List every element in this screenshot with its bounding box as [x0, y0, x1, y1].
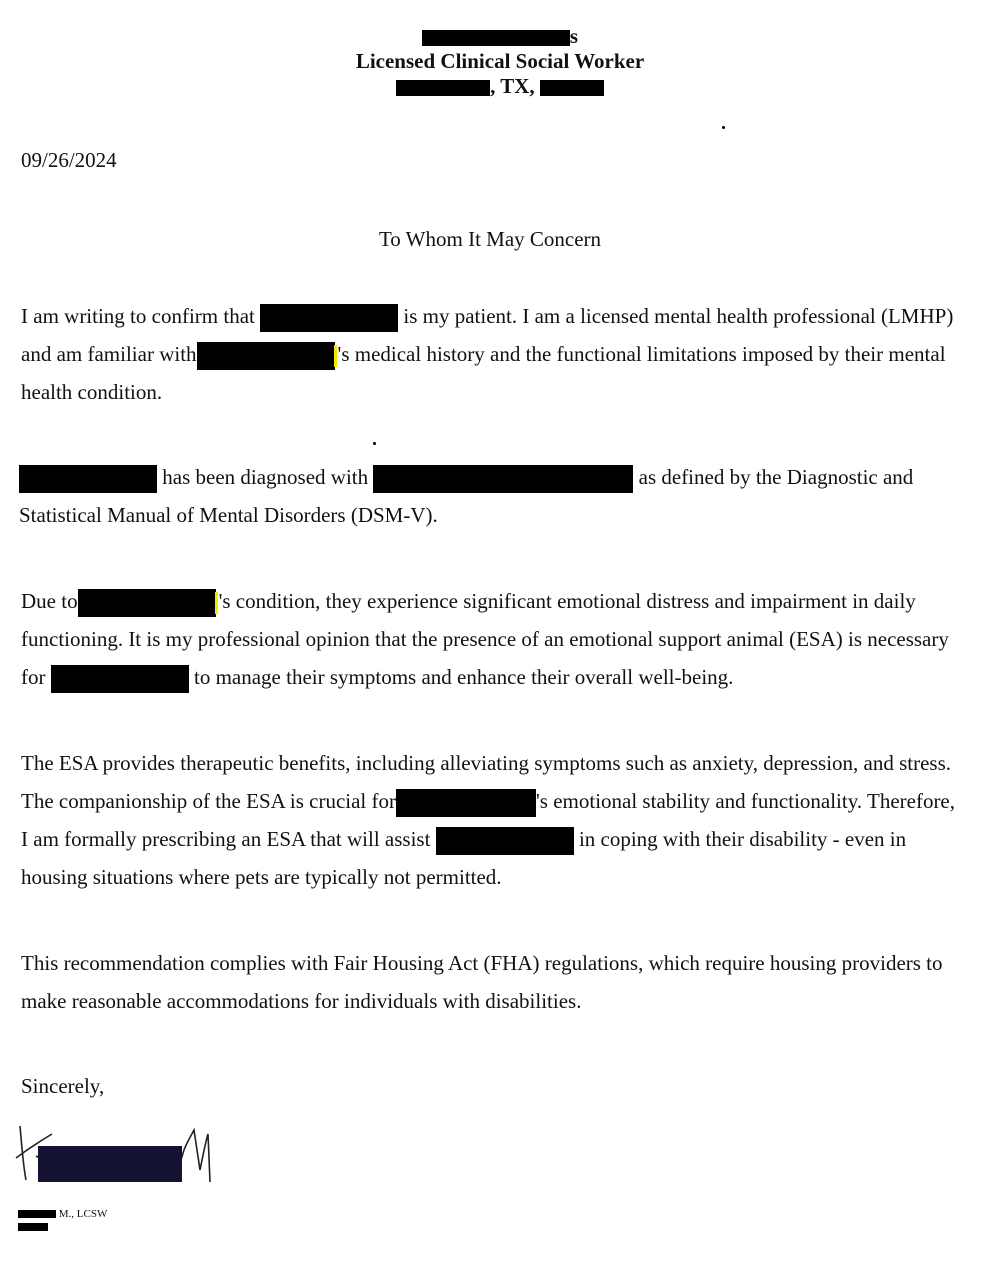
redacted-patient-name	[19, 465, 157, 493]
redacted-signer-line	[18, 1223, 48, 1231]
closing: Sincerely,	[21, 1074, 105, 1098]
paragraph-diagnosis: has been diagnosed with as defined by the Diagnostic and Statistical Manual of Mental Disorders (DSM-V).	[19, 465, 914, 527]
highlight-mark	[215, 592, 218, 614]
practitioner-title: Licensed Clinical Social Worker	[355, 49, 645, 73]
stray-mark	[373, 442, 376, 445]
redacted-signer-name	[18, 1210, 56, 1218]
redacted-patient-name	[436, 827, 574, 855]
highlight-mark	[334, 345, 337, 367]
signature-redaction	[38, 1146, 182, 1182]
paragraph-condition: Due to 's condition, they experience significant emotional distress and impairment in daily functioning. It is my professional opinion that the presence of an emotional support animal (ESA) is necessary for to manage their symptoms and enhance their overall well-being.	[21, 582, 961, 696]
letterhead	[0, 24, 1000, 99]
redacted-city	[396, 80, 490, 96]
stray-mark	[722, 126, 725, 129]
letter-date: 09/26/2024	[21, 148, 117, 172]
redacted-diagnosis	[373, 465, 633, 493]
redacted-zip	[540, 80, 604, 96]
practitioner-address: , TX,	[0, 74, 1000, 99]
paragraph-confirmation: I am writing to confirm that is my patient. I am a licensed mental health professional (LMHP) and am familiar with 's medical history and the functional limitations imposed by their mental health condition.	[21, 304, 954, 404]
redacted-patient-name	[78, 589, 216, 617]
redacted-name	[422, 30, 570, 46]
signature-line	[18, 1208, 107, 1232]
redacted-patient-name	[396, 789, 536, 817]
signature-credentials: M., LCSW	[58, 1208, 108, 1220]
redacted-patient-name	[197, 342, 335, 370]
signature	[12, 1120, 222, 1190]
salutation: To Whom It May Concern	[378, 227, 602, 251]
practitioner-name: s	[0, 24, 1000, 49]
redacted-patient-name	[260, 304, 398, 332]
redacted-patient-name	[51, 665, 189, 693]
paragraph-fha: This recommendation complies with Fair Housing Act (FHA) regulations, which require housing providers to make reasonable accommodations for individuals with disabilities.	[21, 951, 943, 1013]
paragraph-esa-benefits: The ESA provides therapeutic benefits, including alleviating symptoms such as anxiety, depression, and stress. The companionship of the ESA is crucial for 's emotional stability and functionality. Therefore, I am formally prescribing an ESA that will assist in coping with their disability - even in housing situations where pets are typically not permitted.	[21, 751, 956, 889]
